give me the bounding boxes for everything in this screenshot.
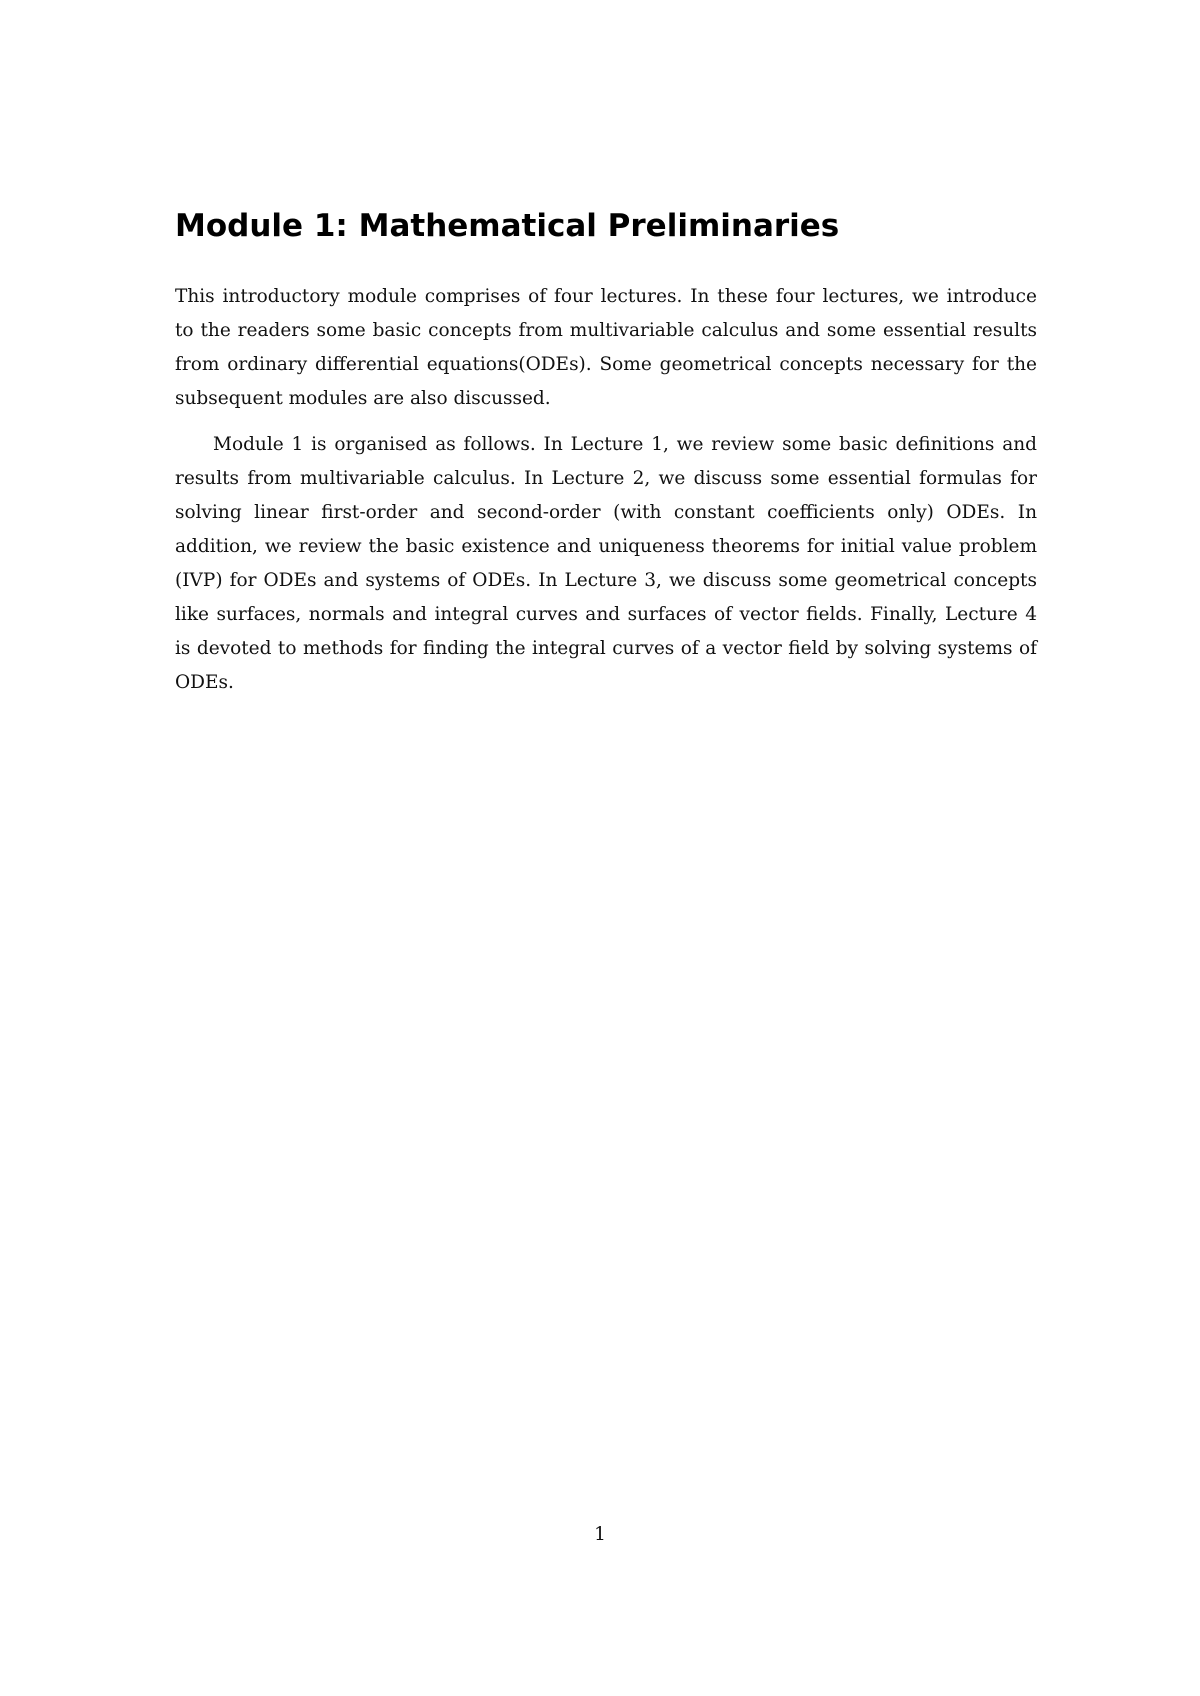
intro-paragraph: This introductory module comprises of four lectures. In these four lectures, we introduce to the readers some basic concepts from multivariable calculus and some essential results from ordinary differential equations(ODEs). Some geometrical concepts necessary for the subsequent modules are also discussed. bbox=[175, 286, 1037, 409]
page-title: Module 1: Mathematical Preliminaries bbox=[175, 208, 840, 244]
page-number: 1 bbox=[594, 1524, 606, 1545]
organisation-paragraph: Module 1 is organised as follows. In Lecture 1, we review some basic definitions and results from multivariable calculus. In Lecture 2, we discuss some essential formulas for solving linear first-order and second-order (with constant coefficients only) ODEs. In addition, we review the basic existence and uniqueness theorems for initial value problem (IVP) for ODEs and systems of ODEs. In Lecture 3, we discuss some geometrical concepts like surfaces, normals and integral curves and surfaces of vector fields. Finally, Lecture 4 is devoted to methods for finding the integral curves of a vector field by solving systems of ODEs. bbox=[175, 434, 1037, 693]
